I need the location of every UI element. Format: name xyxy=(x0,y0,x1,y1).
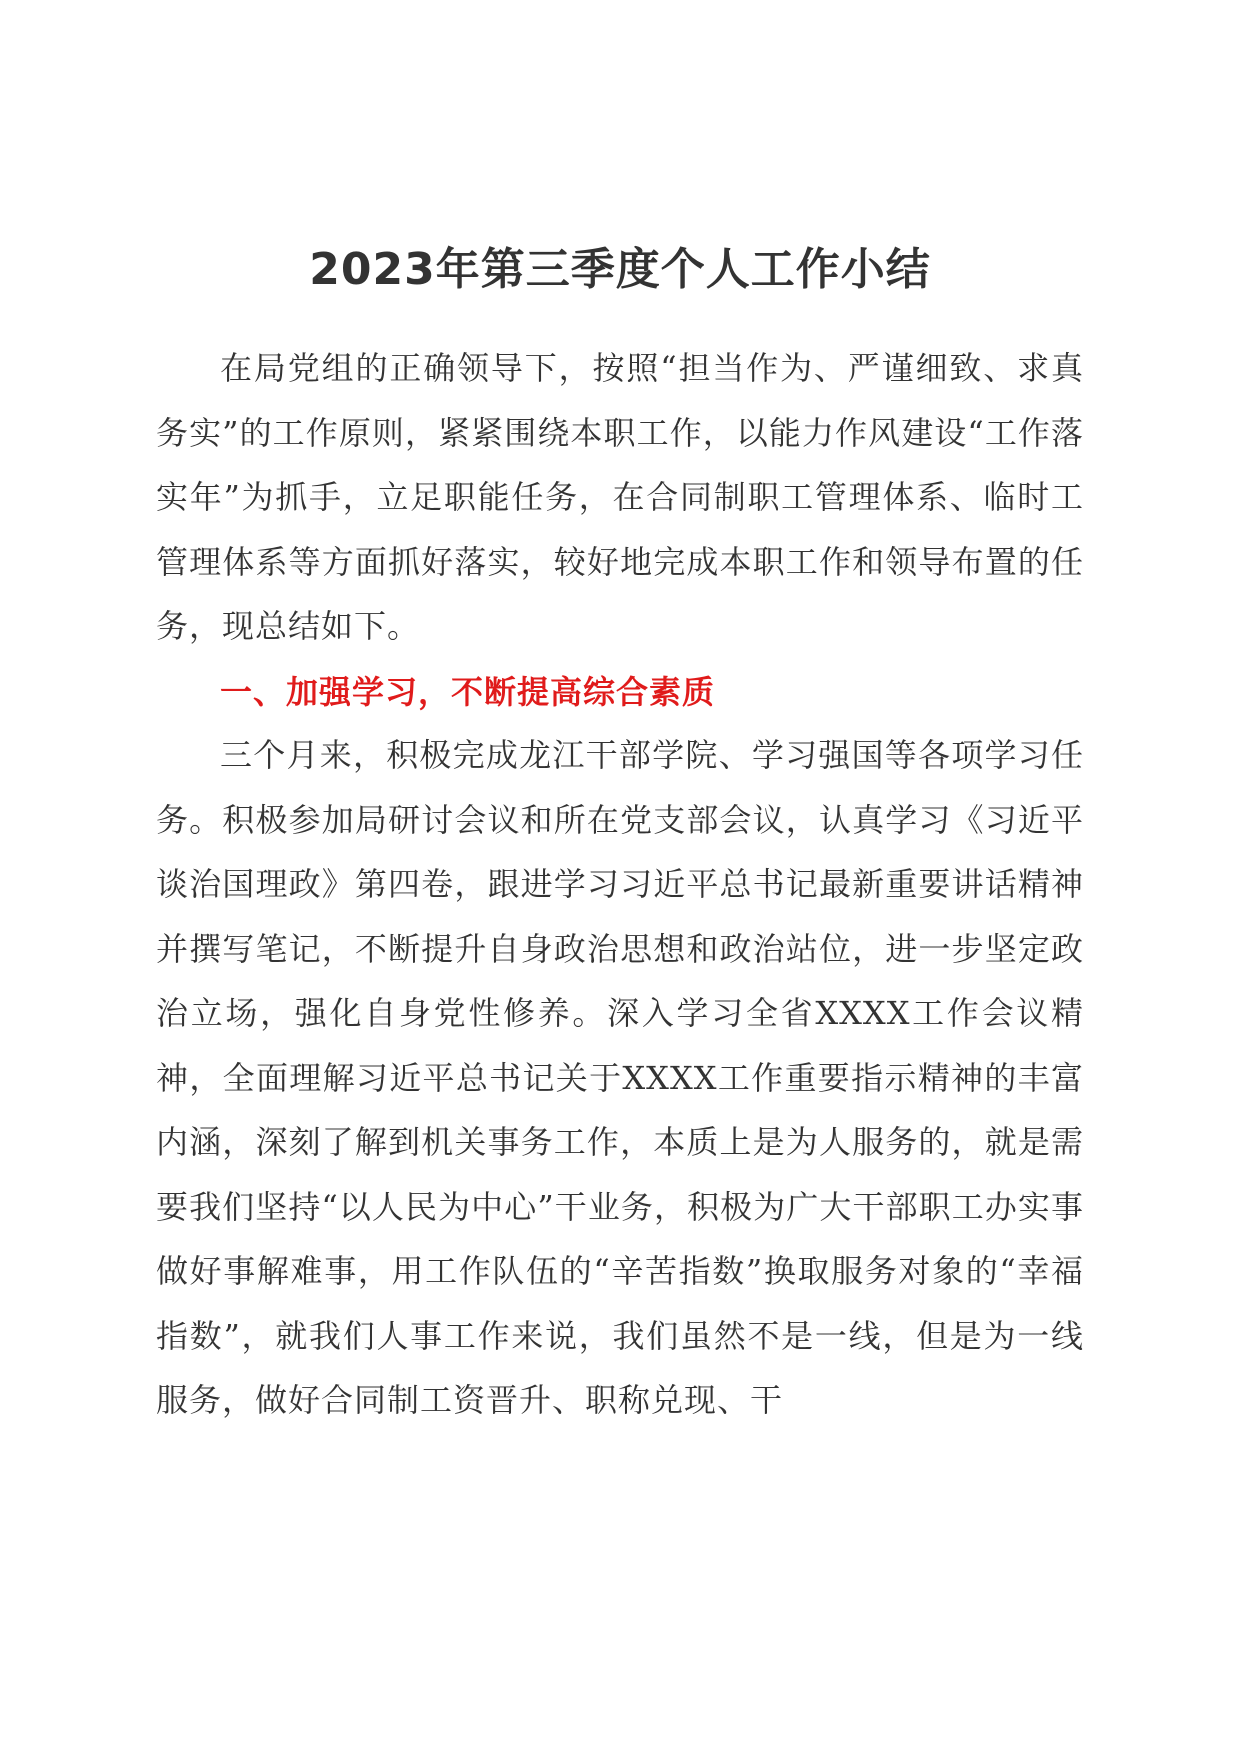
section-1-paragraph: 三个月来，积极完成龙江干部学院、学习强国等各项学习任务。积极参加局研讨会议和所在党支部会议，认真学习《习近平谈治国理政》第四卷，跟进学习习近平总书记最新重要讲话精神并撰写笔记，不断提升自身政治思想和政治站位，进一步坚定政治立场，强化自身党性修养。深入学习全省XXXX工作会议精神，全面理解习近平总书记关于XXXX工作重要指示精神的丰富内涵，深刻了解到机关事务工作，本质上是为人服务的，就是需要我们坚持“以人民为中心”干业务，积极为广大干部职工办实事做好事解难事，用工作队伍的“辛苦指数”换取服务对象的“幸福指数”，就我们人事工作来说，我们虽然不是一线，但是为一线服务，做好合同制工资晋升、职称兑现、干 xyxy=(156,736,1084,1419)
document-title: 2023年第三季度个人工作小结 xyxy=(309,244,931,295)
section-heading-1: 一、加强学习，不断提高综合素质 xyxy=(220,673,716,711)
intro-paragraph: 在局党组的正确领导下，按照“担当作为、严谨细致、求真务实”的工作原则，紧紧围绕本职工作，以能力作风建设“工作落实年”为抓手，立足职能任务，在合同制职工管理体系、临时工管理体系等方面抓好落实，较好地完成本职工作和领导布置的任务，现总结如下。 xyxy=(156,349,1084,645)
